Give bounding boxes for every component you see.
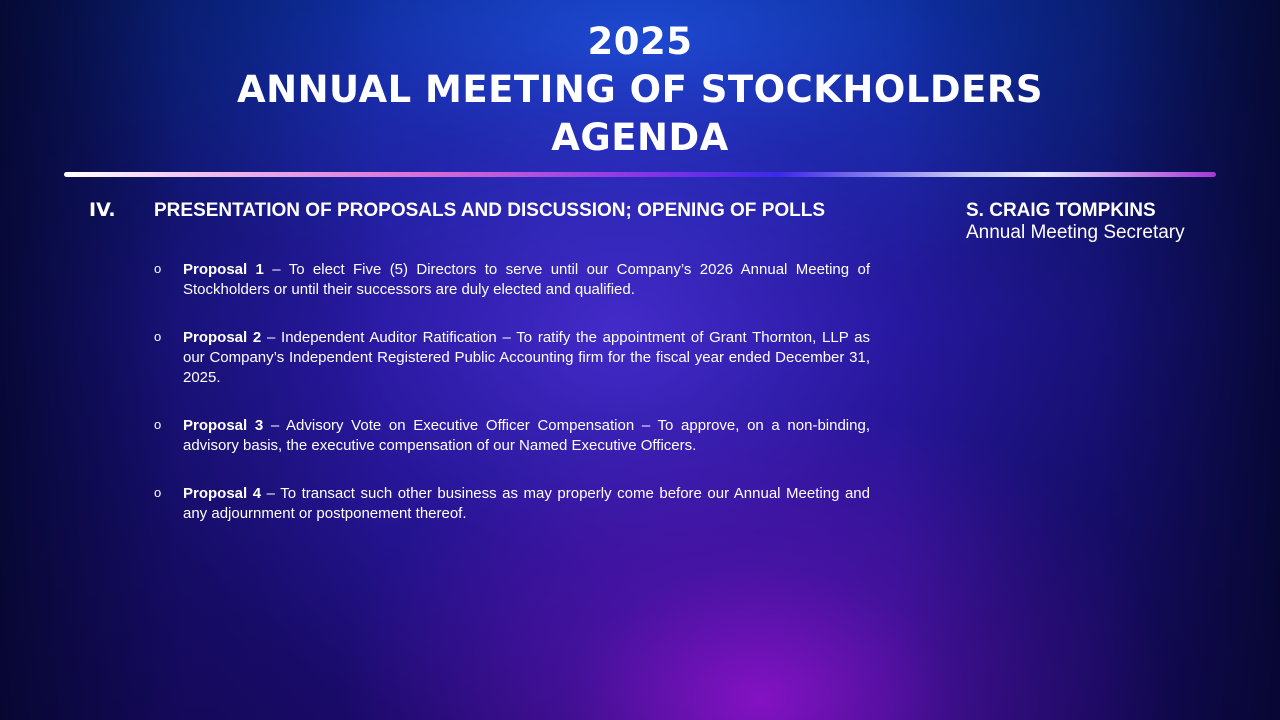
proposal-text <box>183 328 870 388</box>
proposal-text <box>183 484 870 524</box>
bullet-circle-icon: o <box>154 417 162 432</box>
title-agenda: AGENDA <box>551 116 729 159</box>
proposal-text <box>183 416 870 456</box>
proposal-description: – Independent Auditor Ratification – To ratify the appointment of Grant Thornton, LLP as our Company’s Independent Registered Public Accounting firm for the fiscal year ended December 31, 2025. <box>183 329 870 386</box>
proposal-label: Proposal 4 <box>183 485 262 502</box>
proposal-item <box>154 416 870 456</box>
presenter-name: S. CRAIG TOMPKINS <box>966 200 1156 221</box>
proposal-label: Proposal 1 <box>183 261 264 278</box>
title-year: 2025 <box>587 20 693 63</box>
proposal-item <box>154 260 870 300</box>
proposal-description: – To elect Five (5) Directors to serve until our Company’s 2026 Annual Meeting of Stockholders or until their successors are duly elected and qualified. <box>183 261 870 298</box>
bullet-circle-icon: o <box>154 329 162 344</box>
bullet-circle-icon: o <box>154 261 162 276</box>
proposal-item <box>154 328 870 388</box>
presenter-block <box>966 200 1185 244</box>
proposal-description: – To transact such other business as may properly come before our Annual Meeting and any adjournment or postponement thereof. <box>183 485 870 522</box>
proposal-text <box>183 260 870 300</box>
proposal-label: Proposal 3 <box>183 417 264 434</box>
section-title: PRESENTATION OF PROPOSALS AND DISCUSSION; OPENING OF POLLS <box>154 200 826 221</box>
proposal-description: – Advisory Vote on Executive Officer Compensation – To approve, on a non-binding, advisory basis, the executive compensation of our Named Executive Officers. <box>183 417 870 454</box>
section-number: IV. <box>89 199 116 221</box>
proposal-label: Proposal 2 <box>183 329 262 346</box>
gradient-divider <box>64 172 1216 177</box>
presenter-role: Annual Meeting Secretary <box>966 222 1185 243</box>
bullet-circle-icon: o <box>154 485 162 500</box>
title-main: ANNUAL MEETING OF STOCKHOLDERS <box>236 68 1044 111</box>
slide-title <box>0 18 1280 162</box>
proposal-item <box>154 484 870 524</box>
